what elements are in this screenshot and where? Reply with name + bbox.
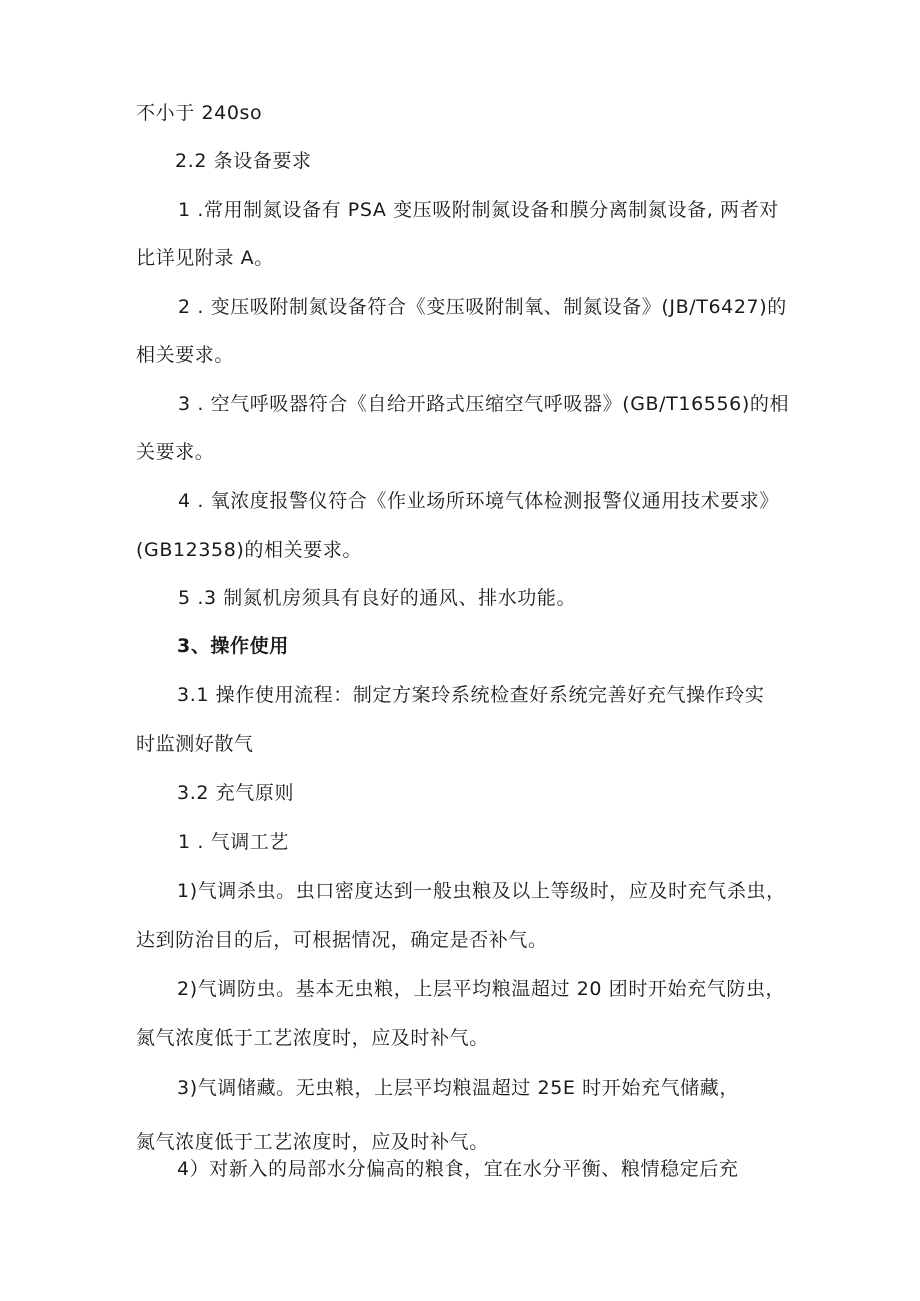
paragraph-line: 氮气浓度低于工艺浓度时，应及时补气。 (136, 1027, 489, 1049)
paragraph-line: 比详见附录 A。 (136, 247, 274, 269)
section-heading: 3、操作使用 (177, 635, 289, 657)
paragraph-line: (GB12358)的相关要求。 (136, 539, 363, 561)
paragraph-line: 1)气调杀虫。虫口密度达到一般虫粮及以上等级时，应及时充气杀虫， (177, 880, 786, 902)
section-heading: 2.2 条设备要求 (175, 150, 312, 172)
paragraph-line: 3)气调储藏。无虫粮，上层平均粮温超过 25E 时开始充气储藏， (177, 1077, 739, 1099)
paragraph-line: 2)气调防虫。基本无虫粮，上层平均粮温超过 20 团时开始充气防虫， (177, 978, 786, 1000)
paragraph-line: 2 . 变压吸附制氮设备符合《变压吸附制氧、制氮设备》(JB/T6427)的 (178, 296, 787, 318)
paragraph-line: 4 . 氧浓度报警仪符合《作业场所环境气体检测报警仪通用技术要求》 (178, 490, 780, 512)
paragraph-line: 达到防治目的后，可根据情况，确定是否补气。 (136, 929, 548, 951)
paragraph-line: 1 . 气调工艺 (178, 831, 290, 853)
paragraph-line: 关要求。 (136, 441, 215, 463)
paragraph-line: 4）对新入的局部水分偏高的粮食，宜在水分平衡、粮情稳定后充 (177, 1158, 739, 1180)
paragraph-line: 3.1 操作使用流程：制定方案玲系统检查好系统完善好充气操作玲实 (177, 684, 765, 706)
section-heading: 3.2 充气原则 (177, 782, 295, 804)
paragraph-line: 5 .3 制氮机房须具有良好的通风、排水功能。 (178, 587, 577, 609)
text-line: 不小于 240so (136, 102, 263, 124)
paragraph-line: 氮气浓度低于工艺浓度时，应及时补气。 (136, 1131, 489, 1153)
paragraph-line: 相关要求。 (136, 344, 235, 366)
paragraph-line: 1 .常用制氮设备有 PSA 变压吸附制氮设备和膜分离制氮设备, 两者对 (178, 199, 779, 221)
paragraph-line: 时监测好散气 (136, 733, 254, 755)
paragraph-line: 3 . 空气呼吸器符合《自给开路式压缩空气呼吸器》(GB/T16556)的相 (178, 393, 790, 415)
